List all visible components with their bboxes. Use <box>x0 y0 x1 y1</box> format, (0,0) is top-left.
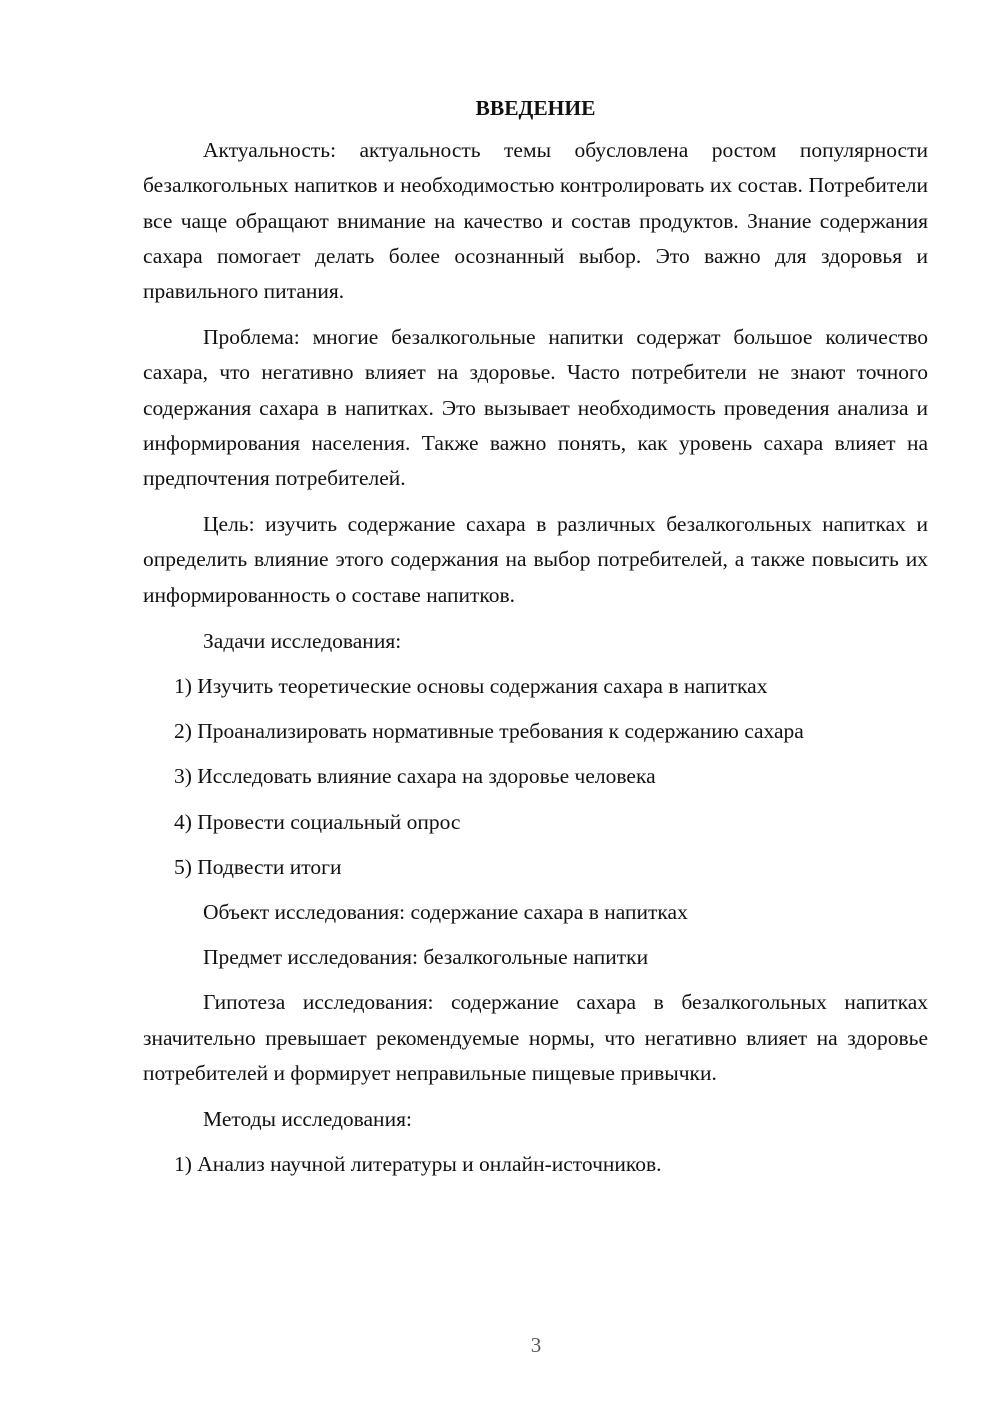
task-item: 1) Изучить теоретические основы содержания сахара в напитках <box>174 674 768 699</box>
section-title: ВВЕДЕНИЕ <box>475 96 596 120</box>
method-item: 1) Анализ научной литературы и онлайн-источников. <box>174 1152 662 1177</box>
task-item: 2) Проанализировать нормативные требования к содержанию сахара <box>174 719 804 744</box>
relevance-paragraph: Актуальность: актуальность темы обусловлена ростом популярности безалкогольных напитков и необходимостью контролировать их состав. Потребители все чаще обращают внимание на качество и состав продуктов. Знание содержания сахара помогает делать более осознанный выбор. Это важно для здоровья и правильного питания. <box>143 138 928 304</box>
tasks-heading: Задачи исследования: <box>203 628 402 653</box>
task-item: 4) Провести социальный опрос <box>174 809 461 834</box>
hypothesis-paragraph: Гипотеза исследования: содержание сахара в безалкогольных напитках значительно превышает рекомендуемые нормы, что негативно влияет на здоровье потребителей и формирует неправильные пищевые привычки. <box>143 990 928 1085</box>
research-subject: Предмет исследования: безалкогольные напитки <box>203 945 649 970</box>
task-item: 5) Подвести итоги <box>174 854 342 879</box>
problem-paragraph: Проблема: многие безалкогольные напитки содержат большое количество сахара, что негативно влияет на здоровье. Часто потребители не знают точного содержания сахара в напитках. Это вызывает необходимость проведения анализа и информирования населения. Также важно понять, как уровень сахара влияет на предпочтения потребителей. <box>143 325 928 491</box>
goal-paragraph: Цель: изучить содержание сахара в различных безалкогольных напитках и определить влияние этого содержания на выбор потребителей, а также повысить их информированность о составе напитков. <box>143 512 928 607</box>
methods-heading: Методы исследования: <box>203 1107 412 1132</box>
page-content <box>143 91 928 1192</box>
research-object: Объект исследования: содержание сахара в напитках <box>203 900 688 925</box>
page-number: 3 <box>530 1333 542 1357</box>
task-item: 3) Исследовать влияние сахара на здоровье человека <box>174 764 656 789</box>
